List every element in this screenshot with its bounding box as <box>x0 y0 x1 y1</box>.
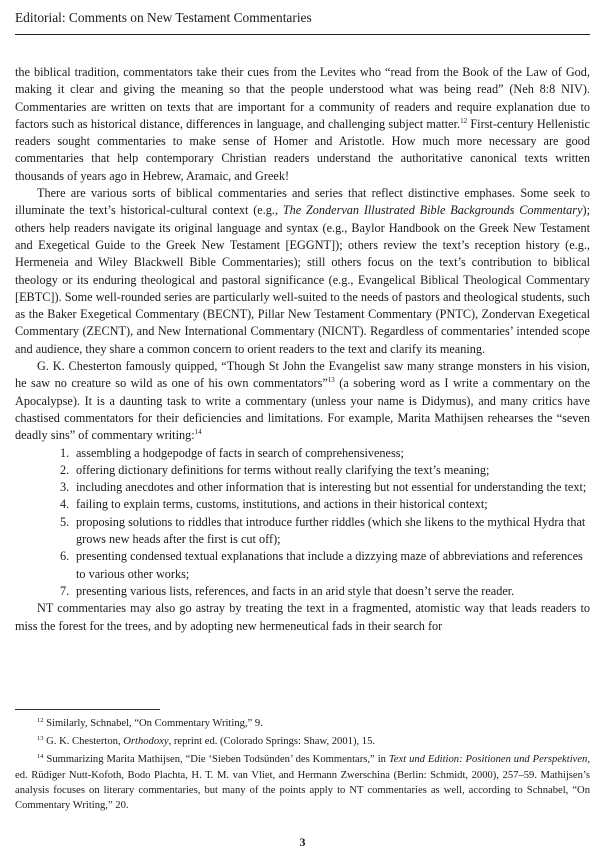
paragraph-2-text-a: There are various sorts of biblical commentaries and series that reflect distinctive emphases. Some seek to illuminate the text’s historical-cultural context (e.g., <box>15 186 590 218</box>
list-item-number: 1. <box>60 445 70 460</box>
footnote-13 <box>15 734 590 749</box>
list-item-number: 3. <box>60 480 70 495</box>
page-number: 3 <box>299 835 306 849</box>
paragraph-2-italic-title: The Zondervan Illustrated Bible Backgrounds Commentary <box>282 203 583 218</box>
paragraph-1-text-b: First-century Hellenistic readers sought commentaries to make sense of Homer and Aristotle. How much more necessary are good commentaries that help contemporary Christian readers understand the authoritative canonical texts written thousands of years ago in Hebrew, Aramaic, and Greek! <box>15 116 590 183</box>
footnote-italic-title: Orthodoxy <box>123 736 169 748</box>
list-item <box>60 583 590 600</box>
paragraph-3 <box>15 358 590 444</box>
running-head: Editorial: Comments on New Testament Commentaries <box>15 10 312 25</box>
footnote-text: , ed. Rüdiger Nutt-Kofoth, Bodo Plachta, H. T. M. van Vliet, and Hermann Zwerschina (Berlin: Schmidt, 2000), 257–59. Mathijsen’s analysis focuses on literary commentaries, but many of the points apply to NT commentaries as well, according to Schnabel, “On Commentary Writing,” 20. <box>15 754 590 812</box>
footnote-text: G. K. Chesterton, <box>43 736 124 748</box>
footnote-ref-14[interactable]: 14 <box>194 428 202 437</box>
header-rule <box>15 34 590 35</box>
paragraph-3-text-a: G. K. Chesterton famously quipped, “Though St John the Evangelist saw many strange monsters in his vision, he saw no creature so wild as one of his own commentators” <box>15 359 590 391</box>
footnote-number: 12 <box>37 717 44 724</box>
list-item-text: offering dictionary definitions for terms without really clarifying the text’s meaning; <box>76 462 490 477</box>
list-item-text: presenting condensed textual explanations that include a dizzying maze of abbreviations and references to various other works; <box>76 549 583 581</box>
list-item <box>60 548 590 583</box>
list-item-text: proposing solutions to riddles that introduce further riddles (which she likens to the mythical Hydra that grows new heads after the first is cut off); <box>76 514 586 547</box>
list-item-text: failing to explain terms, customs, institutions, and actions in their historical context; <box>76 497 488 512</box>
list-item <box>60 445 590 462</box>
footnote-number: 13 <box>37 735 44 743</box>
list-item-number: 2. <box>60 462 70 477</box>
list-item <box>60 479 590 496</box>
list-item-number: 4. <box>60 497 70 512</box>
seven-sins-list <box>15 445 590 601</box>
footnote-rule <box>15 709 160 710</box>
list-item <box>60 514 590 549</box>
list-item-text: including anecdotes and other information that is interesting but not essential for understanding the text; <box>76 480 587 495</box>
footnote-text: Summarizing Marita Mathijsen, “Die ‘Sieben Todsünden’ des Kommentars,” in <box>43 754 389 766</box>
list-item <box>60 496 590 513</box>
paragraph-3-text-b: (a sobering word as I write a commentary on the Apocalypse). It is a daunting task to write a commentary (unless your name is Didymus), and many critics have chastised commentators for their deficiencies and limitations. For example, Marita Mathijsen rehearses the “seven deadly sins” of commentary writing: <box>15 376 591 443</box>
paragraph-1-text-a: the biblical tradition, commentators take their cues from the Levites who “read from the Book of the Law of God, making it clear and giving the meaning so that the people understood what was being read” (Neh 8:8 NIV). Commentaries are written on texts that are important for a community of readers and require explanation due to factors such as historical distance, differences in language, and challenging subject matter. <box>15 65 590 131</box>
footnote-ref-13[interactable]: 13 <box>327 376 335 385</box>
paragraph-4: NT commentaries may also go astray by treating the text in a fragmented, atomistic way that leads readers to miss the forest for the trees, and by adopting new hermeneutical fads in their search for <box>15 601 590 633</box>
list-item <box>60 462 590 479</box>
paragraph-2-text-b: ); others help readers navigate its original language and syntax (e.g., Baylor Handbook on the Greek New Testament and Exegetical Guide to the Greek New Testament [EGGNT]); others review the text’s reception history (e.g., Hermeneia and Wiley Blackwell Bible Commentaries); still others focus on the text’s contribution to biblical theology or its enduring theological and pastoral significance (e.g., Evangelical Biblical Theological Commentary [EBTC]). Some well-rounded series are particularly well-suited to the needs of pastors and theological students, such as the Baker Exegetical Commentary (BECNT), Pillar New Testament Commentary (PNTC), Zondervan Exegetical Commentary (ZECNT), and New International Commentary (NICNT). Regardless of commentaries’ intended scope and audience, they share a common concern to orient readers to the text and clarify its meaning. <box>15 203 590 356</box>
list-item-number: 7. <box>60 583 70 598</box>
footnotes <box>15 716 590 816</box>
footnote-number: 14 <box>37 753 44 761</box>
body-text <box>15 64 590 635</box>
footnote-italic-title: Text und Edition: Positionen und Perspektiven <box>388 754 588 766</box>
footnote-text: Similarly, Schnabel, “On Commentary Writing,” 9. <box>43 718 263 729</box>
footnote-ref-12[interactable]: 12 <box>460 116 468 125</box>
list-item-text: presenting various lists, references, and facts in an arid style that doesn’t serve the reader. <box>76 583 515 598</box>
paragraph-1 <box>15 64 590 185</box>
list-item-number: 5. <box>60 514 70 529</box>
list-item-number: 6. <box>60 549 70 564</box>
list-item-text: assembling a hodgepodge of facts in search of comprehensiveness; <box>76 445 404 460</box>
paragraph-2 <box>15 185 590 358</box>
footnote-12 <box>15 716 590 731</box>
footnote-14 <box>15 752 590 813</box>
footnote-text: , reprint ed. (Colorado Springs: Shaw, 2001), 15. <box>168 736 376 748</box>
